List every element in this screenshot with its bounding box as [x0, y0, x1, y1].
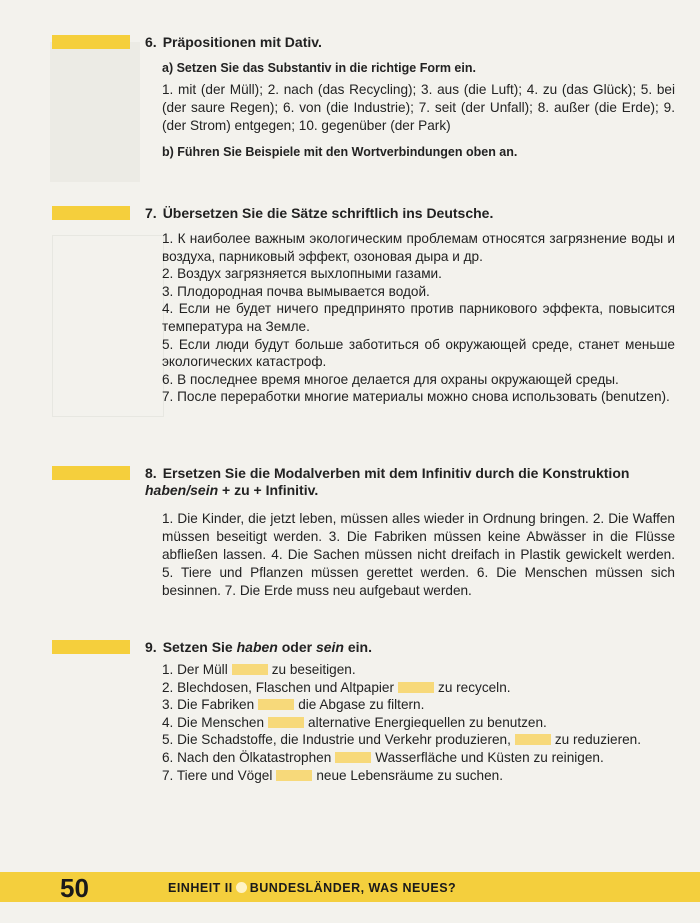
exercise-9 — [145, 639, 675, 784]
sentence: 7. После переработки многие материалы можно снова использовать (benutzen). — [162, 389, 670, 405]
bleed-through-shade — [50, 42, 140, 182]
exercise-9-marker — [52, 640, 130, 654]
fill-in-item: 7. Tiere und Vögel neue Lebensräume zu suchen. — [162, 767, 504, 783]
exercise-number: 6. — [145, 34, 157, 50]
exercise-6b-instruction: b) Führen Sie Beispiele mit den Wortverbindungen oben an. — [162, 145, 518, 159]
sentence: 1. К наиболее важным экологическим проблемам относятся загрязнение воды и воздуха, парниковый эффект, озоновая дыра и др. — [162, 231, 675, 264]
fill-in-item: 4. Die Menschen alternative Energiequellen zu benutzen. — [162, 714, 547, 730]
exercise-7-sentences — [162, 230, 675, 406]
exercise-9-title: 9. Setzen Sie haben oder sein ein. — [145, 639, 372, 655]
exercise-6-title: 6. Präpositionen mit Dativ. — [145, 34, 322, 50]
unit-title: BUNDESLÄNDER, WAS NEUES? — [249, 881, 457, 895]
answer-blank[interactable] — [335, 752, 371, 763]
unit-heading — [168, 880, 456, 896]
exercise-6a-text: 1. mit (der Müll); 2. nach (das Recycling); 3. aus (die Luft); 4. zu (das Glück); 5. bei (der saure Regen); 6. von (die Industrie); 7. seit (der Unfall); 8. außer (die Erde); 9. (der Strom) entgegen; 10. gegenüber (der Park) — [162, 82, 675, 133]
exercise-7-title: 7. Übersetzen Sie die Sätze schriftlich ins Deutsche. — [145, 205, 494, 221]
sentence: 6. В последнее время многое делается для охраны окружающей среды. — [162, 371, 619, 387]
answer-blank[interactable] — [268, 717, 304, 728]
bullet-icon — [236, 882, 247, 893]
sentence: 5. Если люди будут больше заботиться об окружающей среде, станет меньше экологических катастроф. — [162, 336, 675, 370]
sentence: 3. Плодородная почва вымывается водой. — [162, 283, 430, 299]
answer-blank[interactable] — [398, 682, 434, 693]
answer-blank[interactable] — [276, 770, 312, 781]
fill-in-item: 2. Blechdosen, Flaschen und Altpapier zu recyceln. — [162, 679, 511, 695]
exercise-8 — [145, 465, 675, 600]
answer-blank[interactable] — [515, 734, 551, 745]
exercise-9-items — [162, 661, 675, 784]
fill-in-item: 5. Die Schadstoffe, die Industrie und Verkehr produzieren, zu reduzieren. — [162, 732, 642, 748]
answer-blank[interactable] — [258, 699, 294, 710]
exercise-7-marker — [52, 206, 130, 220]
exercise-6-marker — [52, 35, 130, 49]
fill-in-item: 1. Der Müll zu beseitigen. — [162, 662, 356, 677]
exercise-8-text: 1. Die Kinder, die jetzt leben, müssen alles wieder in Ordnung bringen. 2. Die Waffen müssen beseitigt werden. 3. Die Fabriken müssen keine Abwässer in die Flüsse abfließen lassen. 4. Die Sachen müssen nicht dreifach in Plastik gewickelt werden. 5. Tiere und Pflanzen müssen gerettet werden. 6. Die Menschen müssen sich besinnen. 7. Die Erde muss neu aufgebaut werden. — [162, 511, 675, 598]
sentence: 2. Воздух загрязняется выхлопными газами. — [162, 266, 442, 282]
exercise-8-marker — [52, 466, 130, 480]
page-number: 50 — [60, 873, 89, 903]
fill-in-item: 6. Nach den Ölkatastrophen Wasserfläche und Küsten zu reinigen. — [162, 749, 604, 765]
unit-label: EINHEIT II — [168, 881, 233, 895]
answer-blank[interactable] — [232, 664, 268, 675]
exercise-8-title: 8. Ersetzen Sie die Modalverben mit dem Infinitiv durch die Konstruktion haben/sein + zu + Infinitiv. — [145, 465, 630, 498]
fill-in-item: 3. Die Fabriken die Abgase zu filtern. — [162, 697, 425, 713]
exercise-6a-instruction: a) Setzen Sie das Substantiv in die richtige Form ein. — [162, 61, 476, 75]
sentence: 4. Если не будет ничего предпринято против парникового эффекта, повысится температура на Земле. — [162, 301, 675, 334]
exercise-6 — [145, 34, 675, 160]
exercise-7 — [145, 205, 675, 406]
